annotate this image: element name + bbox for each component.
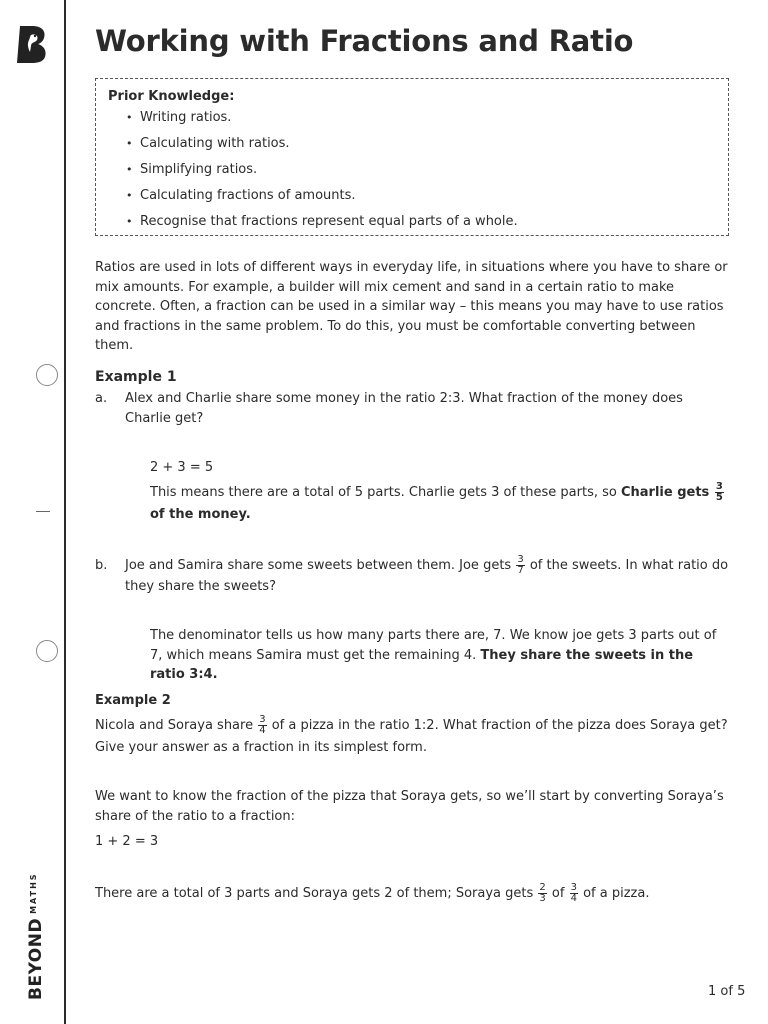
part-b-label: b. [95,558,108,573]
punch-hole-bottom [36,640,58,662]
brand-sub: MATHS [29,872,38,914]
page-number: 1 of 5 [708,984,746,999]
prior-knowledge-item: • Writing ratios. [126,109,518,135]
example-2-calculation: 1 + 2 = 3 [95,834,159,849]
part-b-question-pre: Joe and Samira share some sweets between them. Joe gets [125,558,516,573]
part-a-question-text: Alex and Charlie share some money in the ratio 2:3. What fraction of the money does Charlie get? [125,391,683,426]
prior-knowledge-heading: Prior Knowledge: [108,89,235,104]
example-1b-question [95,554,731,597]
example-2-paragraph-1: We want to know the fraction of the pizza that Soraya gets, so we’ll start by converting Soraya’s share of the ratio to a fraction: [95,789,724,824]
page-title: Working with Fractions and Ratio [95,24,634,58]
example-1a-question [95,389,731,428]
fraction-3-5: $\frac{3}{5}$ [715,481,723,503]
fraction-3-7: $\frac{3}{7}$ [517,554,524,576]
conclusion-mid: of [547,886,569,901]
conclusion-post: of a pizza. [578,886,650,901]
answer-a-bold-pre: Charlie gets [620,485,714,500]
example-2-title: Example 2 [95,693,171,708]
page-margin-line [64,0,66,1024]
example-1a-calculation: 2 + 3 = 5 [150,460,214,475]
prior-knowledge-item: • Calculating with ratios. [126,135,518,161]
prior-knowledge-list [126,109,518,239]
answer-a-text: This means there are a total of 5 parts. Charlie gets 3 of these parts, so [150,485,621,500]
brand-name: BEYOND [26,917,46,1000]
prior-knowledge-item: • Recognise that fractions represent equal parts of a whole. [126,213,518,239]
example-1-title: Example 1 [95,369,177,385]
part-b-question-post: of the sweets. In what ratio do they share the sweets? [125,558,729,594]
fold-mark [36,511,50,512]
intro-paragraph: Ratios are used in lots of different ways in everyday life, in situations where you have to share or mix amounts. For example, a builder will mix cement and sand in a certain ratio to make concrete. Often, a fraction can be used in a similar way – this means you may have to use ratios and fractions in the same problem. To do this, you must be comfortable converting between them. [95,260,728,353]
example-2-conclusion [95,883,731,905]
example-2-question [95,715,731,759]
example-2-question-post: of a pizza in the ratio 1:2. What fraction of the pizza does Soraya get? Give your answer as a fraction in its simplest form. [95,718,728,755]
conclusion-pre: There are a total of 3 parts and Soraya gets 2 of them; Soraya gets [95,886,538,901]
example-1a-answer [150,482,731,526]
beyond-maths-brand [26,872,46,1000]
fraction-2-3: $\frac{2}{3}$ [539,882,546,904]
prior-knowledge-box [95,78,729,236]
prior-knowledge-item: • Simplifying ratios. [126,161,518,187]
answer-a-bold-post: of the money. [150,507,251,522]
answer-b-bold: They share the sweets in the ratio 3:4. [150,647,694,682]
fraction-3-4: $\frac{3}{4}$ [259,714,266,736]
fraction-3-4-b: $\frac{3}{4}$ [570,882,577,904]
punch-hole-top [36,364,58,386]
part-a-label: a. [95,391,108,406]
prior-knowledge-item: • Calculating fractions of amounts. [126,187,518,213]
answer-b-text: The denominator tells us how many parts there are, 7. We know joe gets 3 parts out of 7, which means Samira must get the remaining 4. [150,628,717,663]
example-2-question-pre: Nicola and Soraya share [95,718,258,733]
example-1b-answer [150,626,731,685]
beyond-logo-icon [16,24,50,64]
